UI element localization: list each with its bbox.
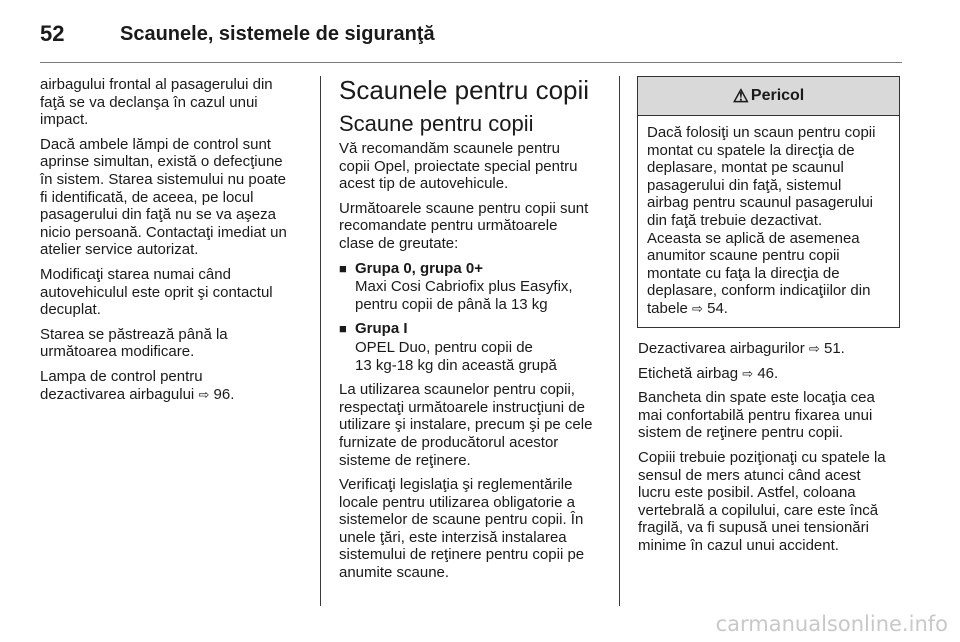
column-3 [638,340,906,562]
page-ref-arrow-icon: ⇨ [742,365,754,381]
column-2 [339,76,607,589]
ref-text: Dezactivarea airbagurilor [638,340,805,357]
column-divider [619,76,620,606]
paragraph: Copiii trebuie poziţionaţi cu spatele la sensul de mers atunci când acest lucru este posibil. Astfel, coloana vertebrală a copilului, care este încă fragilă, va fi supusă unei tensionări minime în cazul unui accident. [638,448,886,554]
column-divider [320,76,321,606]
column-1 [40,76,305,410]
page-ref-link[interactable]: 96. [213,385,235,403]
page-ref-link[interactable]: 46. [757,364,779,382]
ref-line [638,365,906,383]
subsection-heading: Scaune pentru copii [339,111,534,136]
page-header [40,14,920,54]
paragraph: Modificaţi starea numai când autovehiculul este oprit şi contactul decuplat. [40,265,273,319]
bullet-square-icon: ■ [339,321,347,337]
chapter-title: Scaunele, sistemele de siguranţă [120,22,435,45]
danger-title: Pericol [750,87,805,104]
page-number: 52 [40,21,65,46]
page-ref-arrow-icon: ⇨ [692,300,703,316]
paragraph-text: Lampa de control pentru dezactivarea airbagului [40,367,203,403]
paragraph-with-ref [40,368,305,403]
paragraph: Următoarele scaune pentru copii sunt recomandate pentru următoarele clase de greutate: [339,199,589,252]
bullet-square-icon: ■ [339,260,347,276]
page-ref-link[interactable]: 51. [824,340,845,357]
bullet-item [339,320,607,338]
paragraph: Dacă ambele lămpi de control sunt aprinse simultan, există o defecţiune în sistem. Starea sistemului nu poate fi identificată, de aceea, pe locul pasagerului din faţă nu se va aşeza nicio persoană. Contactaţi imediat un atelier service autorizat. [40,135,287,259]
bullet-label: Grupa 0, grupa 0+ [355,259,483,277]
danger-text: Dacă folosiţi un scaun pentru copii montat cu spatele la direcţia de deplasare, montat pe scaunul pasagerului din faţă, sistemul airbag pentru scaunul pasagerului din faţă trebuie dezactivat. Aceasta se aplică de asemenea anumitor scaune pentru copii montate cu faţa la direcţia de deplasare, conform indicaţiilor din tabele [647,124,876,317]
ref-text: Etichetă airbag [638,364,739,382]
bullet-text: OPEL Duo, pentru copii de 13 kg-18 kg din această grupă [355,338,557,374]
paragraph: airbagului frontal al pasagerului din faţă se va declanşa în cazul unui impact. [40,76,273,129]
section-heading: Scaunele pentru copii [339,75,590,105]
page-ref-arrow-icon: ⇨ [808,341,820,356]
bullet-text: Maxi Cosi Cabriofix plus Easyfix, pentru copii de până la 13 kg [355,278,573,313]
danger-header [638,77,899,116]
paragraph: Bancheta din spate este locaţia cea mai confortabilă pentru fixarea unui sistem de reţinere pentru copii. [638,389,875,442]
header-divider [40,62,902,63]
page-ref-arrow-icon: ⇨ [198,386,210,402]
watermark: carmanualsonline.info [715,612,948,636]
warning-triangle-icon: ⚠ [732,85,749,106]
bullet-label: Grupa I [355,320,408,338]
page-ref-link[interactable]: 54. [707,299,728,317]
danger-warning-box [637,76,900,328]
paragraph: Starea se păstrează până la următoarea modificare. [40,325,228,361]
paragraph: Verificaţi legislaţia şi reglementările locale pentru utilizarea obligatorie a sistemelor de scaune pentru copii. În unele ţări, este interzisă instalarea sistemului de reţinere pentru copii pe anumite scaune. [339,476,585,582]
ref-line [638,340,906,358]
bullet-item [339,260,607,278]
danger-body [638,116,899,318]
paragraph: La utilizarea scaunelor pentru copii, respectaţi următoarele instrucţiuni de utilizare şi instalare, precum şi pe cele furnizate de producătorul acestor sisteme de reţinere. [339,381,593,469]
paragraph: Vă recomandăm scaunele pentru copii Opel, proiectate special pentru acest tip de autovehicule. [339,140,578,193]
